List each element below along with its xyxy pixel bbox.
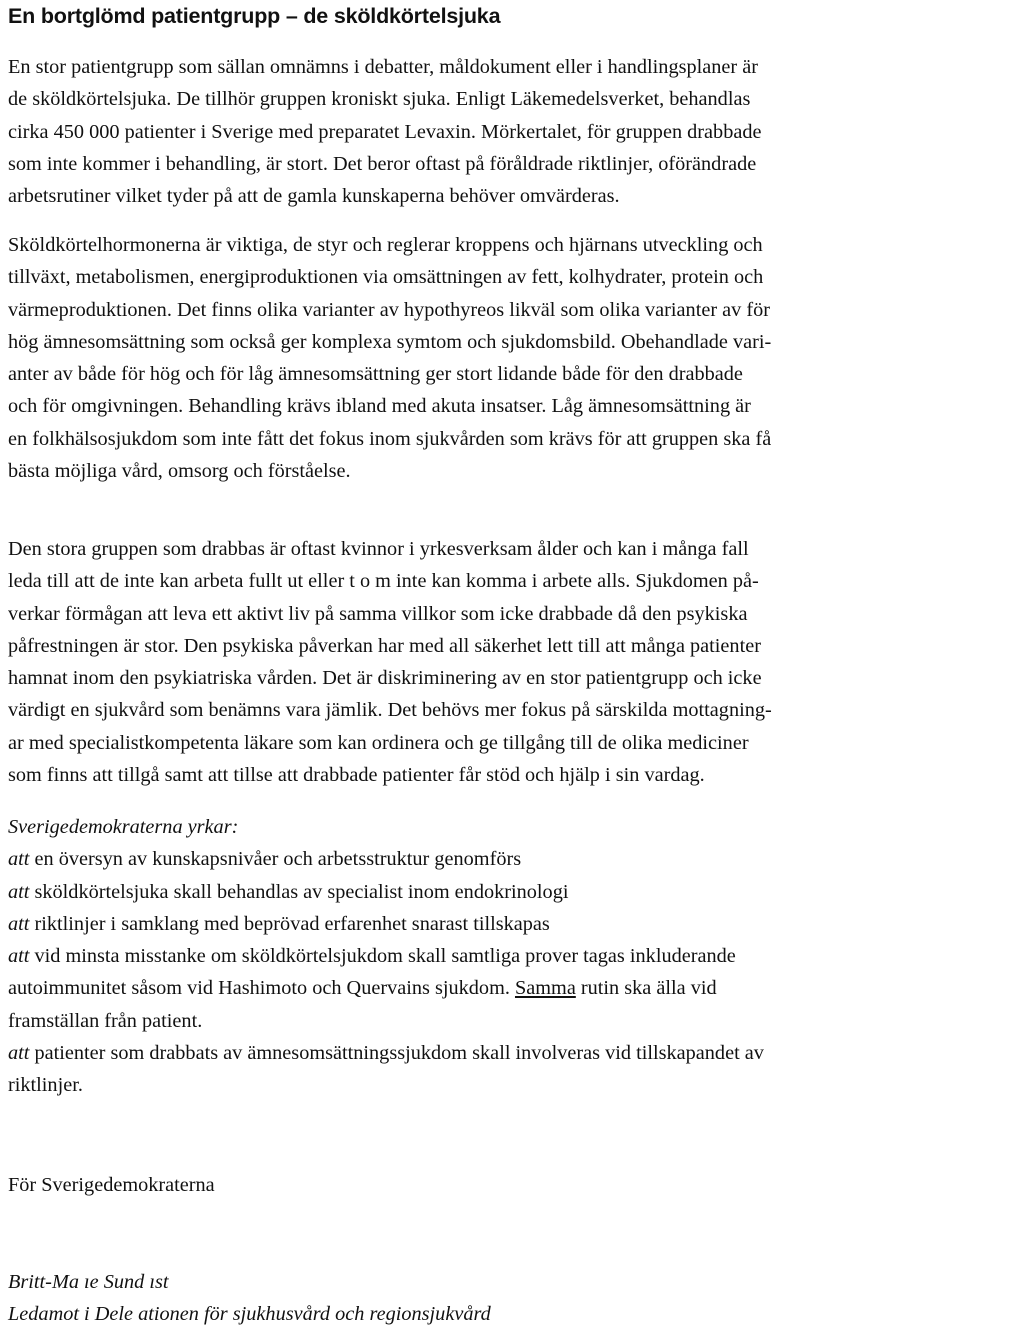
text-line: som inte kommer i behandling, är stort. Det beror oftast på föråldrade riktlinjer, oförändrade	[8, 152, 757, 175]
text-line: arbetsrutiner vilket tyder på att de gamla kunskaperna behöver omvärderas.	[8, 185, 620, 208]
paragraph-patient-group	[8, 533, 1014, 791]
text-line: cirka 450 000 patienter i Sverige med preparatet Levaxin. Mörkertalet, för gruppen drabbade	[8, 120, 762, 143]
demand-item: att sköldkörtelsjuka skall behandlas av specialist inom endokrinologi	[8, 880, 569, 903]
text-line: ar med specialistkompetenta läkare som kan ordinera och ge tillgång till de olika mediciner	[8, 731, 749, 754]
text-line: verkar förmågan att leva ett aktivt liv på samma villkor som icke drabbade då den psykiska	[8, 602, 748, 625]
text-line: de sköldkörtelsjuka. De tillhör gruppen kroniskt sjuka. Enligt Läkemedelsverket, behandlas	[8, 88, 751, 111]
closing-line: För Sverigedemokraterna	[8, 1174, 215, 1196]
paragraph-hormones	[8, 229, 1014, 487]
text-line: en folkhälsosjukdom som inte fått det fokus inom sjukvården som krävs för att gruppen ska få	[8, 427, 772, 450]
text-line: som finns att tillgå samt att tillse att drabbade patienter får stöd och hjälp i sin vardag.	[8, 764, 705, 787]
demands-heading: Sverigedemokraterna yrkar:	[8, 816, 239, 838]
demand-item: att patienter som drabbats av ämnesomsättningssjukdom skall involveras vid tillskapandet av	[8, 1042, 764, 1065]
signature-name: Britt-Ma ıe Sund ıst	[8, 1271, 169, 1293]
text-line: påfrestningen är stor. Den psykiska påverkan har med all säkerhet lett till att många patienter	[8, 634, 761, 657]
demands-section	[8, 811, 1014, 1102]
text-line: Sköldkörtelhormonerna är viktiga, de styr och reglerar kroppens och hjärnans utveckling och	[8, 234, 763, 256]
signature-block	[8, 1266, 1014, 1331]
text-line: Den stora gruppen som drabbas är oftast kvinnor i yrkesverksam ålder och kan i många fall	[8, 538, 749, 560]
text-line: En stor patientgrupp som sällan omnämns i debatter, måldokument eller i handlingsplaner är	[8, 56, 758, 78]
text-line: hamnat inom den psykiatriska vården. Det är diskriminering av en stor patientgrupp och icke	[8, 667, 762, 690]
text-line: tillväxt, metabolismen, energiproduktionen via omsättningen av fett, kolhydrater, protein och	[8, 266, 764, 289]
demand-item: att vid minsta misstanke om sköldkörtelsjukdom skall samtliga prover tagas inkluderande	[8, 945, 736, 968]
demand-item-continuation: framställan från patient.	[8, 1009, 203, 1032]
text-line: bästa möjliga vård, omsorg och förståelse.	[8, 460, 351, 483]
demand-item: att riktlinjer i samklang med beprövad erfarenhet snarast tillskapas	[8, 912, 550, 935]
text-line: och för omgivningen. Behandling krävs ibland med akuta insatser. Låg ämnesomsättning är	[8, 395, 751, 418]
demand-item: att en översyn av kunskapsnivåer och arbetsstruktur genomförs	[8, 848, 522, 871]
paragraph-intro	[8, 51, 1014, 212]
text-line: anter av både för hög och för låg ämnesomsättning ger stort lidande både för den drabbade	[8, 363, 743, 386]
text-line: värmeproduktionen. Det finns olika varianter av hypothyreos likväl som olika varianter av för	[8, 298, 771, 321]
document-title: En bortglömd patientgrupp – de sköldkörtelsjuka	[8, 4, 501, 28]
demand-item-continuation: riktlinjer.	[8, 1074, 83, 1097]
text-line: hög ämnesomsättning som också ger komplexa symtom och sjukdomsbild. Obehandlade vari-	[8, 330, 772, 353]
text-line: värdigt en sjukvård som benämns vara jämlik. Det behövs mer fokus på särskilda mottagning-	[8, 699, 772, 722]
signature-role: Ledamot i Dele ationen för sjukhusvård och regionsjukvård	[8, 1303, 491, 1326]
demand-item-continuation: autoimmunitet såsom vid Hashimoto och Quervains sjukdom. Samma rutin ska älla vid	[8, 977, 717, 1000]
text-line: leda till att de inte kan arbeta fullt ut eller t o m inte kan komma i arbete alls. Sjukdomen på-	[8, 570, 759, 593]
